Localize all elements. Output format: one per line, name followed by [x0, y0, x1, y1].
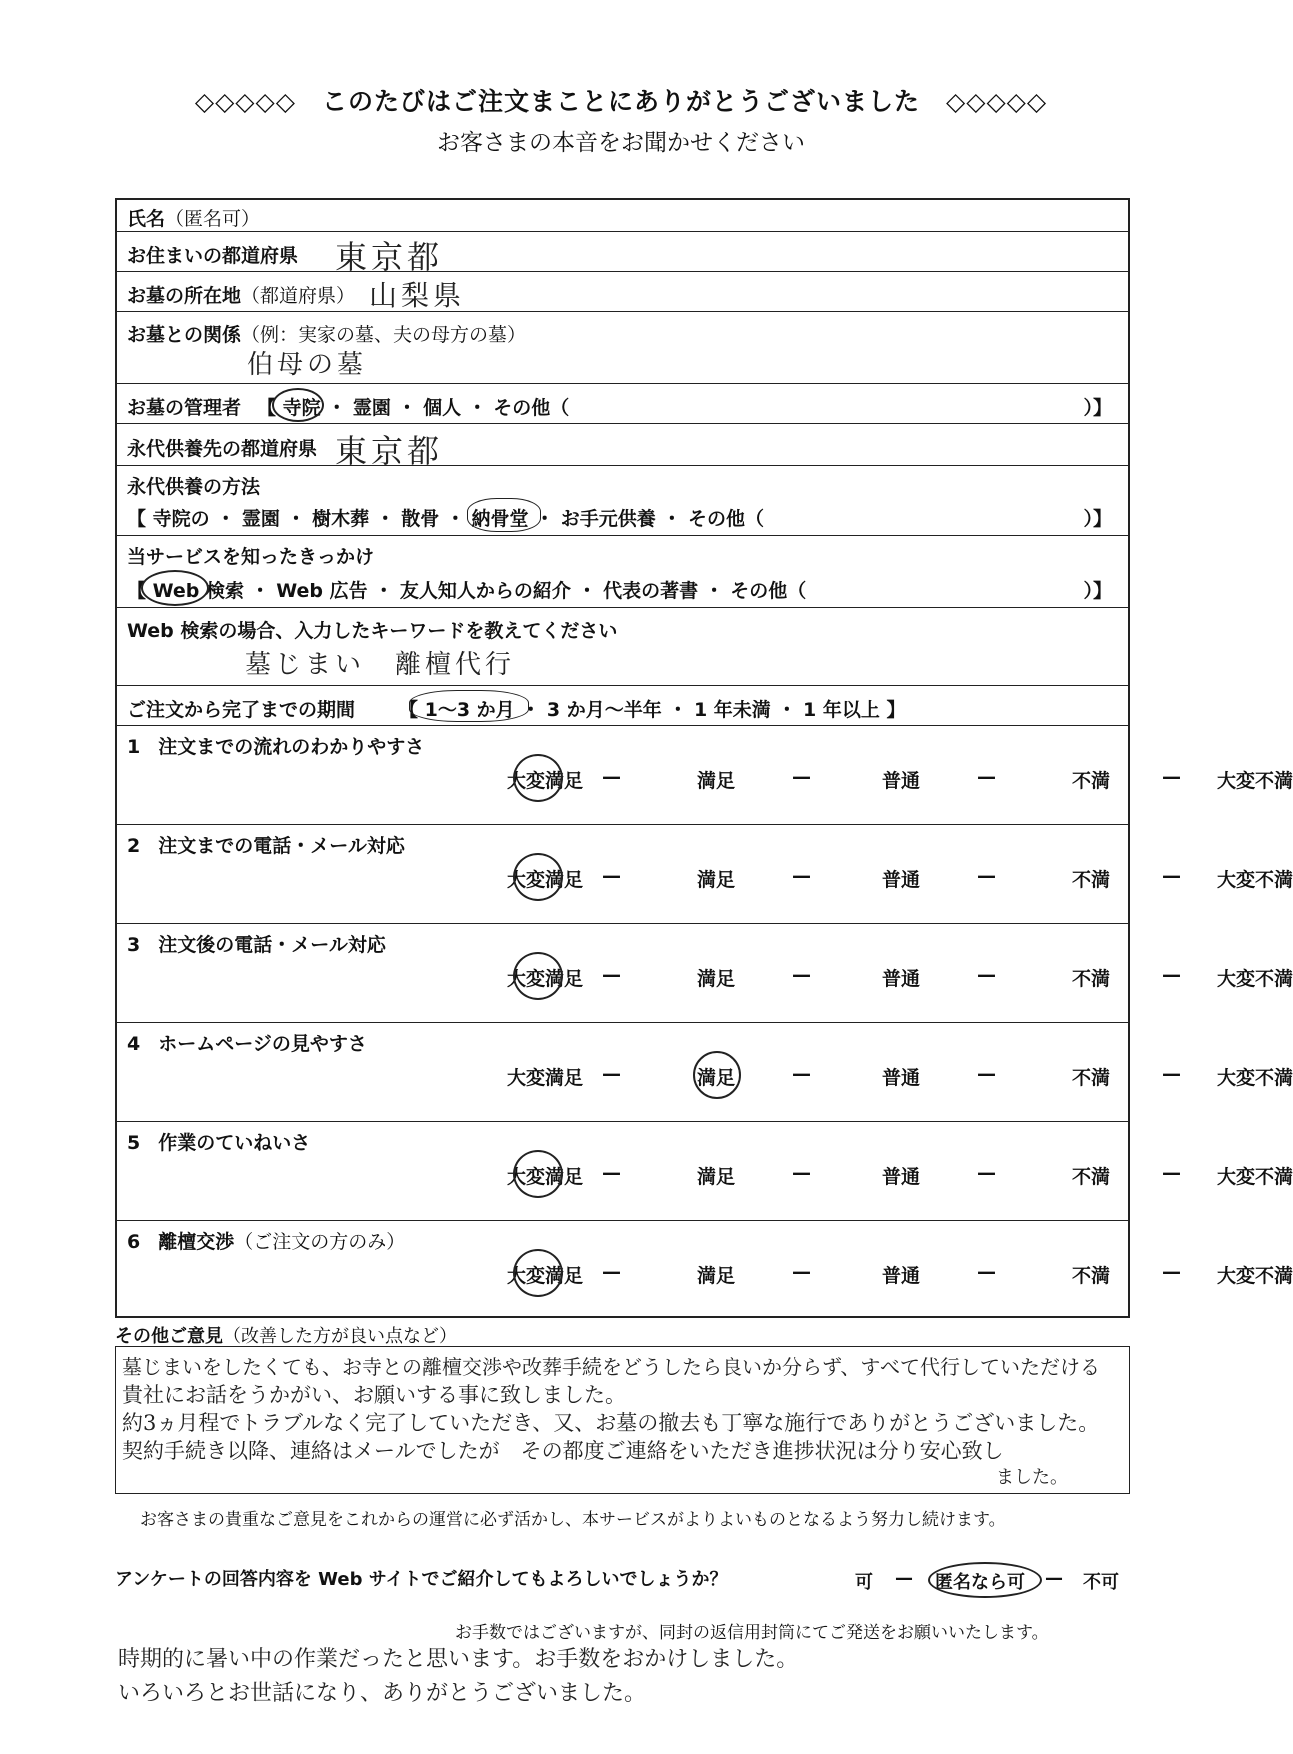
opinion-line: 墓じまいをしたくても、お寺との離檀交渉や改葬手続をどうしたら良いか分らず、すべて代行していただける	[122, 1355, 1100, 1379]
scale-dash: —	[792, 1063, 811, 1085]
scale-dash: —	[977, 1063, 996, 1085]
scale-dash: —	[602, 865, 621, 887]
scale-option[interactable]: 大変不満	[1217, 968, 1293, 990]
source-selected-circle	[141, 570, 209, 606]
rating-selected-circle	[693, 1051, 741, 1099]
opinion-label: その他ご意見	[115, 1326, 223, 1347]
opinion-line: 契約手続き以降、連絡はメールでしたが その都度ご連絡をいただき進捗状況は分り安心致し	[122, 1439, 1004, 1463]
footer-handwriting-line: 時期的に暑い中の作業だったと思います。お手数をおかけしました。	[118, 1647, 799, 1672]
row-name	[117, 200, 1128, 232]
scale-option[interactable]: 不満	[1072, 968, 1111, 990]
question-number: 6	[127, 1231, 141, 1253]
scale-option[interactable]: 大変満足	[507, 968, 584, 990]
rating-question-row	[117, 1221, 1293, 1320]
scale-option[interactable]: 満足	[697, 1265, 736, 1287]
scale-option[interactable]: 満足	[697, 1067, 736, 1089]
scale-dash: —	[602, 1063, 621, 1085]
relation-note: （例：実家の墓、夫の母方の墓）	[241, 324, 527, 346]
question-number: 1	[127, 736, 141, 758]
eternal-method-close: ）】	[1083, 508, 1112, 530]
row-eternal-method	[117, 466, 1128, 536]
footer-handwriting-line: いろいろとお世話になり、ありがとうございました。	[118, 1681, 647, 1706]
question-title: 離檀交渉	[158, 1231, 235, 1253]
row-grave-location	[117, 272, 1128, 312]
scale-dash: —	[602, 766, 621, 788]
period-selected-circle	[409, 690, 529, 722]
prefecture-label: お住まいの都道府県	[127, 245, 299, 267]
scale-option[interactable]: 満足	[697, 968, 736, 990]
scale-option[interactable]: 大変不満	[1217, 770, 1293, 792]
manager-options[interactable]: 【 寺院 ・ 霊園 ・ 個人 ・ その他（	[257, 397, 570, 419]
scale-dash: —	[977, 1261, 996, 1283]
page-title: ◇◇◇◇◇ このたびはご注文まことにありがとうございました ◇◇◇◇◇	[194, 87, 1048, 116]
grave-location-label: お墓の所在地	[127, 285, 242, 307]
scale-option[interactable]: 普通	[882, 869, 921, 891]
scale-dash: —	[977, 865, 996, 887]
question-note: （ご注文の方のみ）	[234, 1231, 406, 1253]
name-note: （匿名可）	[165, 208, 261, 230]
period-label: ご注文から完了までの期間	[127, 699, 356, 721]
question-title: 注文までの流れのわかりやすさ	[158, 736, 425, 758]
manager-close: ）】	[1083, 397, 1112, 419]
row-eternal-pref	[117, 424, 1128, 470]
opinion-note: （改善した方が良い点など）	[223, 1326, 457, 1347]
scale-option[interactable]: 大変不満	[1217, 869, 1293, 891]
scale-dash: —	[1162, 964, 1181, 986]
rating-selected-circle	[513, 853, 563, 901]
scale-option[interactable]: 大変満足	[507, 770, 584, 792]
scale-dash: —	[977, 766, 996, 788]
scale-dash: —	[1162, 865, 1181, 887]
rating-question-row	[117, 1023, 1293, 1122]
survey-form	[115, 198, 1293, 1318]
relation-value[interactable]: 伯母の墓	[247, 350, 368, 380]
scale-option[interactable]: 大変満足	[507, 869, 584, 891]
consent-option-anonymous[interactable]: 匿名なら可	[935, 1572, 1025, 1593]
rating-selected-circle	[513, 754, 563, 802]
row-manager	[117, 384, 1128, 424]
scale-option[interactable]: 大変満足	[507, 1166, 584, 1188]
row-period	[117, 686, 1128, 726]
scale-dash: —	[602, 964, 621, 986]
source-options[interactable]: 【 Web 検索 ・ Web 広告 ・ 友人知人からの紹介 ・ 代表の著書 ・ その他（	[127, 580, 807, 602]
page-subtitle: お客さまの本音をお聞かせください	[437, 130, 805, 156]
question-number: 4	[127, 1033, 141, 1055]
question-title: 作業のていねいさ	[158, 1132, 311, 1154]
question-title: 注文後の電話・メール対応	[158, 934, 386, 956]
row-source	[117, 536, 1128, 608]
name-label: 氏名	[127, 208, 166, 230]
scale-option[interactable]: 大変不満	[1217, 1265, 1293, 1287]
scale-dash: —	[1162, 1261, 1181, 1283]
scale-option[interactable]: 満足	[697, 869, 736, 891]
rating-selected-circle	[513, 952, 563, 1000]
opinion-box[interactable]	[115, 1346, 1130, 1494]
period-options[interactable]: 【 1〜3 か月 ・ 3 か月〜半年 ・ 1 年未満 ・ 1 年以上 】	[399, 699, 906, 721]
eternal-pref-label: 永代供養先の都道府県	[127, 438, 318, 460]
consent-selected-circle	[928, 1562, 1042, 1598]
scale-option[interactable]: 普通	[882, 770, 921, 792]
keywords-value[interactable]: 墓じまい 離檀代行	[245, 650, 516, 680]
keywords-label: Web 検索の場合、入力したキーワードを教えてください	[127, 620, 618, 642]
thanks-note: お客さまの貴重なご意見をこれからの運営に必ず活かし、本サービスがよりよいものとなるよう努力し続けます。	[140, 1510, 1006, 1530]
row-relation	[117, 312, 1128, 384]
question-number: 2	[127, 835, 141, 857]
scale-option[interactable]: 不満	[1072, 869, 1111, 891]
rating-question-row	[117, 825, 1293, 924]
scale-dash: —	[1162, 766, 1181, 788]
eternal-method-options[interactable]: 【 寺院の ・ 霊園 ・ 樹木葬 ・ 散骨 ・ 納骨堂 ・ お手元供養 ・ その他（	[127, 508, 764, 530]
scale-dash: —	[792, 865, 811, 887]
consent-dash: —	[895, 1568, 913, 1589]
return-note: お手数ではございますが、同封の返信用封筒にてご発送をお願いいたします。	[455, 1623, 1049, 1643]
rating-question-row	[117, 924, 1293, 1023]
source-close: ）】	[1083, 580, 1112, 602]
scale-dash: —	[1162, 1063, 1181, 1085]
scale-dash: —	[977, 1162, 996, 1184]
scale-dash: —	[977, 964, 996, 986]
rating-question-row	[117, 1122, 1293, 1221]
consent-option-ok[interactable]: 可	[855, 1572, 873, 1593]
opinion-line: 貴社にお話をうかがい、お願いする事に致しました。	[122, 1383, 626, 1407]
grave-location-note: （都道府県）	[241, 285, 356, 307]
manager-label: お墓の管理者	[127, 397, 242, 419]
scale-option[interactable]: 不満	[1072, 1067, 1111, 1089]
scale-dash: —	[602, 1261, 621, 1283]
eternal-method-selected-circle	[467, 498, 541, 532]
question-number: 3	[127, 934, 141, 956]
consent-option-no[interactable]: 不可	[1083, 1572, 1119, 1593]
scale-option[interactable]: 不満	[1072, 1166, 1111, 1188]
scale-dash: —	[792, 1261, 811, 1283]
opinion-line: 約3ヵ月程でトラブルなく完了していただき、又、お墓の撤去も丁寧な施行でありがとうございました。	[122, 1411, 1100, 1435]
scale-option[interactable]: 普通	[882, 1067, 921, 1089]
row-keywords	[117, 608, 1128, 686]
eternal-pref-value[interactable]: 東京都	[335, 432, 444, 470]
rating-question-row	[117, 726, 1293, 825]
scale-option[interactable]: 大変満足	[507, 1265, 584, 1287]
relation-label: お墓との関係	[127, 324, 242, 346]
scale-dash: —	[792, 1162, 811, 1184]
rating-selected-circle	[513, 1249, 563, 1297]
web-consent-question: アンケートの回答内容を Web サイトでご紹介してもよろしいでしょうか？	[115, 1569, 728, 1590]
scale-dash: —	[602, 1162, 621, 1184]
scale-dash: —	[792, 964, 811, 986]
scale-option[interactable]: 普通	[882, 1166, 921, 1188]
scale-option[interactable]: 満足	[697, 1166, 736, 1188]
source-label: 当サービスを知ったきっかけ	[127, 546, 375, 568]
question-title: ホームページの見やすさ	[158, 1033, 367, 1055]
scale-option[interactable]: 大変不満	[1217, 1166, 1293, 1188]
rating-selected-circle	[513, 1150, 563, 1198]
grave-location-value[interactable]: 山梨県	[369, 279, 466, 312]
consent-dash: —	[1045, 1568, 1063, 1589]
scale-dash: —	[792, 766, 811, 788]
scale-option[interactable]: 普通	[882, 1265, 921, 1287]
scale-option[interactable]: 不満	[1072, 1265, 1111, 1287]
opinion-line: ました。	[996, 1467, 1068, 1488]
scale-option[interactable]: 不満	[1072, 770, 1111, 792]
row-prefecture	[117, 232, 1128, 276]
scale-dash: —	[1162, 1162, 1181, 1184]
prefecture-value[interactable]: 東京都	[335, 238, 444, 276]
manager-selected-circle	[272, 388, 324, 422]
scale-option[interactable]: 普通	[882, 968, 921, 990]
question-title: 注文までの電話・メール対応	[158, 835, 405, 857]
rating-section	[117, 726, 1293, 1320]
scale-option[interactable]: 満足	[697, 770, 736, 792]
scale-option[interactable]: 大変不満	[1217, 1067, 1293, 1089]
scale-option[interactable]: 大変満足	[507, 1067, 584, 1089]
eternal-method-label: 永代供養の方法	[127, 476, 261, 498]
question-number: 5	[127, 1132, 141, 1154]
